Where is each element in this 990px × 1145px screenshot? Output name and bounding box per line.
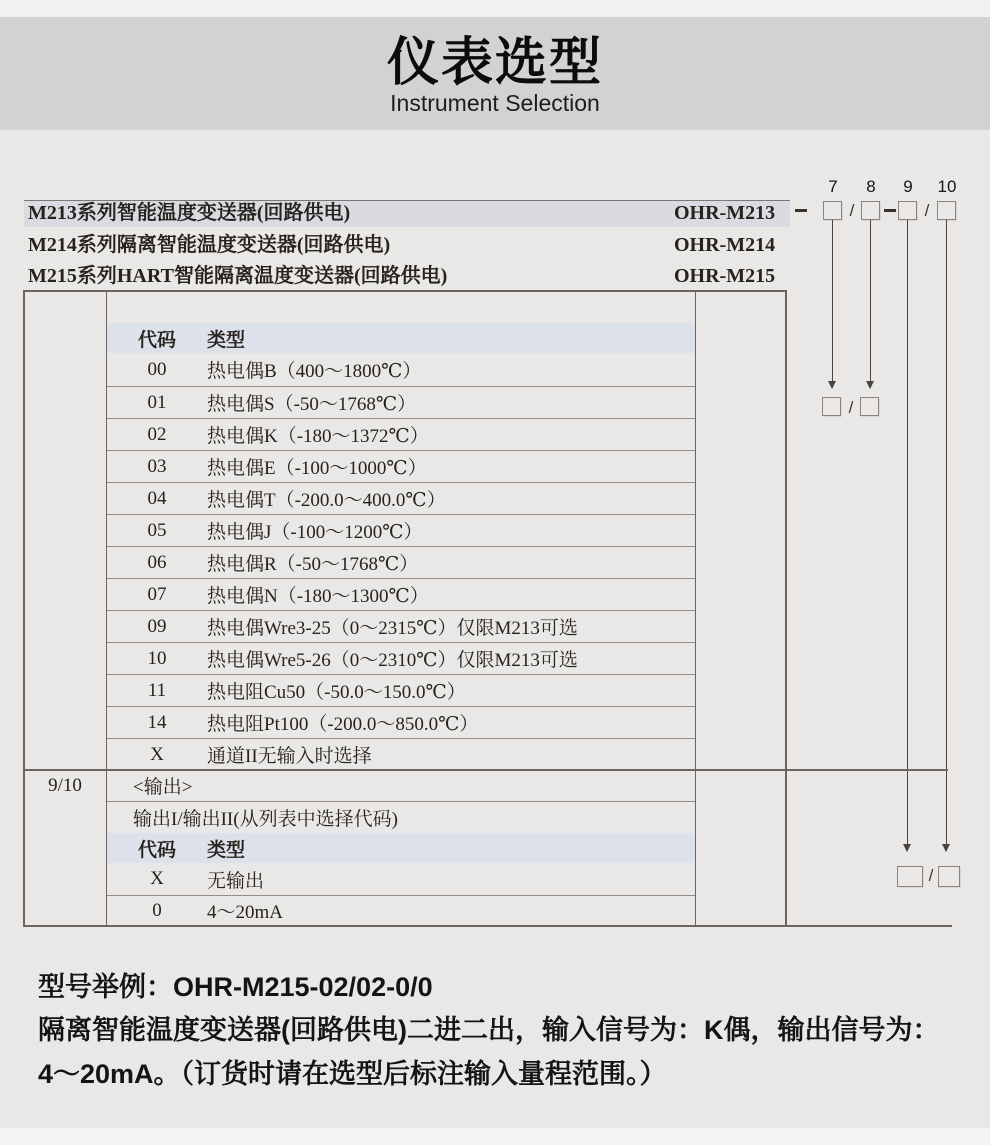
table-row: [107, 643, 695, 675]
model-dash: [795, 209, 807, 212]
output-title: <输出>: [133, 777, 193, 798]
row-type: 热电偶N（-180～1300℃）: [207, 586, 429, 607]
table-row: [107, 863, 695, 896]
output-subtitle-row: [107, 802, 695, 833]
input-II-box: [860, 397, 879, 416]
arrow-head-10: [942, 844, 950, 852]
table-bottom-border: [23, 925, 952, 927]
arrow-head-8: [866, 381, 874, 389]
row-type: 4～20mA: [207, 902, 284, 923]
model-slash: /: [928, 866, 934, 885]
model-slash: /: [848, 398, 854, 417]
arrow-line-8: [870, 220, 871, 388]
digit-9-box: [898, 201, 917, 220]
row-type: 热电偶E（-100～1000℃）: [207, 458, 427, 479]
row-type: 热电阻Pt100（-200.0～850.0℃）: [207, 714, 479, 735]
output-table-header: [107, 833, 695, 863]
row-type: 热电偶J（-100～1200℃）: [207, 522, 423, 543]
row-code: 06: [147, 551, 167, 573]
col-header-type: 类型: [207, 839, 246, 861]
digit-label-9: 9: [903, 177, 913, 196]
example-line-1: 型号举例：OHR-M215-02/02-0/0: [38, 972, 433, 1002]
row-code: X: [150, 743, 164, 765]
row-code: 00: [147, 358, 167, 380]
digit-8-box: [861, 201, 880, 220]
row-code: 04: [147, 487, 167, 509]
arrow-line-10: [946, 220, 947, 851]
arrow-line-7: [832, 220, 833, 388]
row-code: 07: [147, 583, 167, 605]
row-type: 热电偶B（400～1800℃）: [207, 361, 422, 382]
table-row: [107, 579, 695, 611]
row-code: 10: [147, 647, 167, 669]
col-header-code: 代码: [137, 329, 176, 351]
example-line-3: 4～20mA。（订货时请在选型后标注输入量程范围。）: [38, 1059, 667, 1089]
model-dash: [884, 209, 896, 212]
row-code: 14: [147, 711, 167, 733]
table-row: [107, 896, 695, 925]
table-row: [107, 707, 695, 739]
output-subtitle: 输出I/输出II(从列表中选择代码): [133, 809, 398, 830]
digit-7-box: [823, 201, 842, 220]
digit-label-10: 10: [937, 177, 957, 196]
product-code: OHR-M214: [674, 234, 776, 256]
model-slash: /: [924, 201, 930, 220]
product-name: M213系列智能温度变送器(回路供电): [28, 202, 351, 224]
table-row: [107, 675, 695, 707]
row-type: 无输出: [207, 870, 265, 892]
output-II-box: [938, 866, 960, 887]
row-type: 热电偶R（-50～1768℃）: [207, 554, 419, 575]
example-line-2: 隔离智能温度变送器(回路供电)二进二出，输入信号为：K偶，输出信号为：: [38, 1015, 940, 1045]
output-title-row: [107, 770, 695, 802]
input-table-header: [107, 323, 695, 353]
product-name: M214系列隔离智能温度变送器(回路供电): [28, 234, 391, 256]
row-code: X: [150, 868, 164, 889]
row-type: 热电偶T（-200.0～400.0℃）: [207, 490, 446, 511]
table-top-border: [23, 290, 787, 292]
top-strip: [0, 0, 990, 17]
digit-10-box: [937, 201, 956, 220]
table-row: [107, 515, 695, 547]
table-row: [107, 483, 695, 515]
row-code: 09: [147, 615, 167, 637]
row-type: 通道II无输入时选择: [207, 746, 372, 767]
digit-label-7: 7: [828, 177, 838, 196]
input-I-box: [822, 397, 841, 416]
arrow-line-9: [907, 220, 908, 851]
bottom-strip: [0, 1128, 990, 1145]
table-left-border: [23, 291, 25, 927]
row-code: 0: [152, 899, 162, 921]
row-code: 05: [147, 519, 167, 541]
row-type: 热电偶S（-50～1768℃）: [207, 394, 417, 415]
col-header-code: 代码: [137, 839, 176, 861]
table-row: [107, 387, 695, 419]
table-right-border: [785, 291, 787, 927]
content-right-line: [695, 291, 696, 927]
row-type: 热电偶Wre3-25（0～2315℃）仅限M213可选: [207, 618, 578, 639]
arrow-head-7: [828, 381, 836, 389]
page-subtitle: Instrument Selection: [390, 90, 600, 116]
page-title: 仪表选型: [386, 34, 603, 92]
section-label-9-10: 9/10: [48, 775, 82, 796]
digit-label-8: 8: [866, 177, 876, 196]
row-code: 11: [147, 679, 167, 701]
product-name: M215系列HART智能隔离温度变送器(回路供电): [28, 265, 448, 287]
row-type: 热电偶K（-180～1372℃）: [207, 426, 429, 447]
table-row: [107, 419, 695, 451]
row-type: 热电偶Wre5-26（0～2310℃）仅限M213可选: [207, 650, 578, 671]
table-row: [107, 547, 695, 579]
model-slash: /: [849, 201, 855, 220]
arrow-head-9: [903, 844, 911, 852]
product-code: OHR-M215: [674, 265, 776, 287]
table-row: [107, 451, 695, 483]
table-row: [107, 353, 695, 387]
row-type: 热电阻Cu50（-50.0～150.0℃）: [207, 682, 466, 703]
table-row: [107, 611, 695, 643]
row-code: 03: [147, 455, 167, 477]
row-code: 01: [147, 391, 167, 413]
row-code: 02: [147, 423, 167, 445]
table-row: [107, 739, 695, 770]
product-code: OHR-M213: [674, 202, 776, 224]
output-I-box: [897, 866, 923, 887]
col-header-type: 类型: [207, 329, 246, 351]
